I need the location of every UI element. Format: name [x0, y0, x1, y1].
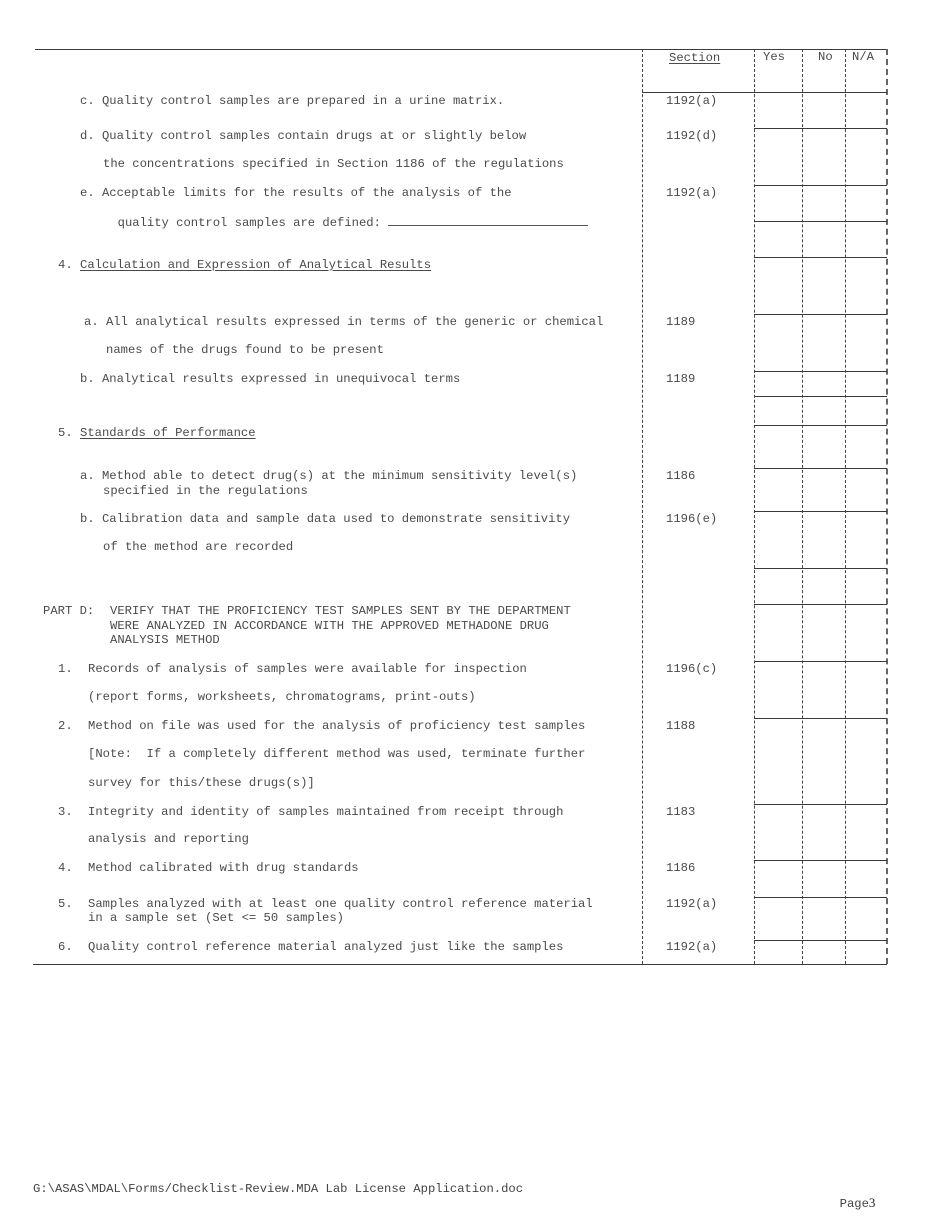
- item-text-continued: survey for this/these drugs(s)]: [88, 776, 315, 790]
- item-number: 2.: [58, 719, 73, 733]
- checkbox-cell-yes[interactable]: [755, 861, 801, 896]
- checkbox-cell-na[interactable]: [846, 569, 886, 603]
- checkbox-cell-na[interactable]: [846, 469, 886, 510]
- checkbox-cell-no[interactable]: [803, 569, 844, 603]
- table-top-border: [35, 49, 887, 50]
- section-ref: 1183: [666, 805, 696, 819]
- item-text: Records of analysis of samples were available for inspection: [88, 662, 527, 676]
- part-title-line: WERE ANALYZED IN ACCORDANCE WITH THE APPROVED METHADONE DRUG: [110, 619, 549, 633]
- heading-number: 4.: [58, 258, 73, 272]
- section-ref: 1192(d): [666, 129, 718, 143]
- checkbox-cell-yes[interactable]: [755, 605, 801, 660]
- section-ref: 1192(a): [666, 940, 718, 954]
- checkbox-cell-yes[interactable]: [755, 129, 801, 184]
- checkbox-cell-no[interactable]: [803, 805, 844, 859]
- acceptable-limits-blank-field[interactable]: [388, 214, 588, 226]
- part-label: PART D:: [43, 604, 95, 618]
- checkbox-cell-no[interactable]: [803, 93, 844, 127]
- part-title-line: ANALYSIS METHOD: [110, 633, 220, 647]
- item-text: Quality control reference material analyzed just like the samples: [88, 940, 564, 954]
- item-text-continued-with-blank: [103, 200, 588, 230]
- na-column-header: N/A: [852, 50, 874, 64]
- checkbox-cell-no[interactable]: [803, 605, 844, 660]
- item-text-continued: names of the drugs found to be present: [106, 343, 384, 357]
- item-text: Method calibrated with drug standards: [88, 861, 359, 875]
- checkbox-cell-no[interactable]: [803, 469, 844, 510]
- section-ref: 1186: [666, 469, 696, 483]
- no-column-header: No: [818, 50, 833, 64]
- item-text: b. Analytical results expressed in unequivocal terms: [80, 372, 461, 386]
- checkbox-cell-no[interactable]: [803, 861, 844, 896]
- checkbox-cell-no[interactable]: [803, 258, 844, 313]
- checkbox-cell-yes[interactable]: [755, 186, 801, 220]
- item-text: Method on file was used for the analysis of proficiency test samples: [88, 719, 586, 733]
- checkbox-cell-yes[interactable]: [755, 805, 801, 859]
- checkbox-cell-yes[interactable]: [755, 719, 801, 803]
- section-ref: 1186: [666, 861, 696, 875]
- item-text-continued: in a sample set (Set <= 50 samples): [88, 911, 344, 925]
- checkbox-cell-na[interactable]: [846, 258, 886, 313]
- checkbox-cell-no[interactable]: [803, 186, 844, 220]
- item-text: c. Quality control samples are prepared in a urine matrix.: [80, 94, 505, 108]
- item-text: b. Calibration data and sample data used to demonstrate sensitivity: [80, 512, 571, 526]
- checkbox-cell-na[interactable]: [846, 861, 886, 896]
- section-ref: 1196(e): [666, 512, 718, 526]
- checkbox-cell-yes[interactable]: [755, 397, 801, 424]
- item-text: e. Acceptable limits for the results of the analysis of the: [80, 186, 512, 200]
- checkbox-cell-no[interactable]: [803, 372, 844, 395]
- checkbox-cell-no[interactable]: [803, 662, 844, 717]
- checkbox-cell-yes[interactable]: [755, 426, 801, 467]
- section-ref: 1192(a): [666, 186, 718, 200]
- section-ref: 1189: [666, 372, 696, 386]
- footer-file-path: G:\ASAS\MDAL\Forms/Checklist-Review.MDA Lab License Application.doc: [33, 1182, 524, 1196]
- checkbox-cell-na[interactable]: [846, 315, 886, 370]
- item-text: Samples analyzed with at least one quality control reference material: [88, 897, 593, 911]
- checkbox-cell-yes[interactable]: [755, 941, 801, 963]
- item-number: 4.: [58, 861, 73, 875]
- checkbox-cell-yes[interactable]: [755, 372, 801, 395]
- checkbox-cell-no[interactable]: [803, 426, 844, 467]
- item-text-continued: of the method are recorded: [103, 540, 294, 554]
- checkbox-cell-na[interactable]: [846, 941, 886, 963]
- checkbox-cell-yes[interactable]: [755, 569, 801, 603]
- section-heading: Calculation and Expression of Analytical Results: [80, 258, 432, 272]
- item-number: 5.: [58, 897, 73, 911]
- checkbox-cell-na[interactable]: [846, 397, 886, 424]
- checkbox-cell-na[interactable]: [846, 129, 886, 184]
- checkbox-cell-no[interactable]: [803, 719, 844, 803]
- section-column-header: Section: [669, 51, 721, 65]
- checkbox-cell-yes[interactable]: [755, 315, 801, 370]
- section-ref: 1189: [666, 315, 696, 329]
- checkbox-cell-na[interactable]: [846, 93, 886, 127]
- checkbox-cell-yes[interactable]: [755, 512, 801, 567]
- checkbox-cell-yes[interactable]: [755, 258, 801, 313]
- checkbox-cell-no[interactable]: [803, 129, 844, 184]
- checkbox-cell-no[interactable]: [803, 512, 844, 567]
- section-ref: 1192(a): [666, 94, 718, 108]
- table-bottom-border: [33, 964, 887, 965]
- checkbox-cell-no[interactable]: [803, 315, 844, 370]
- yes-column-header: Yes: [763, 50, 785, 64]
- checkbox-cell-yes[interactable]: [755, 93, 801, 127]
- item-text-continued: specified in the regulations: [103, 484, 308, 498]
- checkbox-cell-no[interactable]: [803, 941, 844, 963]
- checkbox-cell-yes[interactable]: [755, 662, 801, 717]
- section-heading: Standards of Performance: [80, 426, 256, 440]
- checkbox-cell-na[interactable]: [846, 512, 886, 567]
- item-text-continued: quality control samples are defined:: [117, 216, 381, 230]
- item-text-continued: (report forms, worksheets, chromatograms, print-outs): [88, 690, 476, 704]
- checkbox-cell-na[interactable]: [846, 805, 886, 859]
- checkbox-cell-na[interactable]: [846, 605, 886, 660]
- item-number: 1.: [58, 662, 73, 676]
- checkbox-cell-na[interactable]: [846, 186, 886, 220]
- footer-page-indicator: [825, 1181, 875, 1211]
- checkbox-cell-no[interactable]: [803, 898, 844, 939]
- checkbox-cell-yes[interactable]: [755, 222, 801, 256]
- checkbox-cell-yes[interactable]: [755, 469, 801, 510]
- item-text-continued: [Note: If a completely different method was used, terminate further: [88, 747, 586, 761]
- checkbox-cell-na[interactable]: [846, 426, 886, 467]
- item-text-continued: the concentrations specified in Section 1186 of the regulations: [103, 157, 564, 171]
- checkbox-cell-na[interactable]: [846, 662, 886, 717]
- checkbox-cell-na[interactable]: [846, 372, 886, 395]
- item-text: d. Quality control samples contain drugs at or slightly below: [80, 129, 527, 143]
- heading-number: 5.: [58, 426, 73, 440]
- checkbox-cell-no[interactable]: [803, 397, 844, 424]
- part-title-line: VERIFY THAT THE PROFICIENCY TEST SAMPLES SENT BY THE DEPARTMENT: [110, 604, 571, 618]
- section-ref: 1196(c): [666, 662, 718, 676]
- item-number: 6.: [58, 940, 73, 954]
- item-text: a. Method able to detect drug(s) at the minimum sensitivity level(s): [80, 469, 578, 483]
- checkbox-cell-na[interactable]: [846, 898, 886, 939]
- item-text: a. All analytical results expressed in terms of the generic or chemical: [84, 315, 604, 329]
- page-number: 3: [868, 1195, 876, 1210]
- checkbox-cell-no[interactable]: [803, 222, 844, 256]
- section-ref: 1192(a): [666, 897, 718, 911]
- section-ref: 1188: [666, 719, 696, 733]
- table-right-border: [886, 49, 888, 964]
- checkbox-cell-na[interactable]: [846, 719, 886, 803]
- item-text: Integrity and identity of samples maintained from receipt through: [88, 805, 564, 819]
- section-column-left-border: [642, 49, 643, 964]
- item-number: 3.: [58, 805, 73, 819]
- checkbox-cell-na[interactable]: [846, 222, 886, 256]
- item-text-continued: analysis and reporting: [88, 832, 249, 846]
- page-label: Page: [839, 1197, 869, 1211]
- checkbox-cell-yes[interactable]: [755, 898, 801, 939]
